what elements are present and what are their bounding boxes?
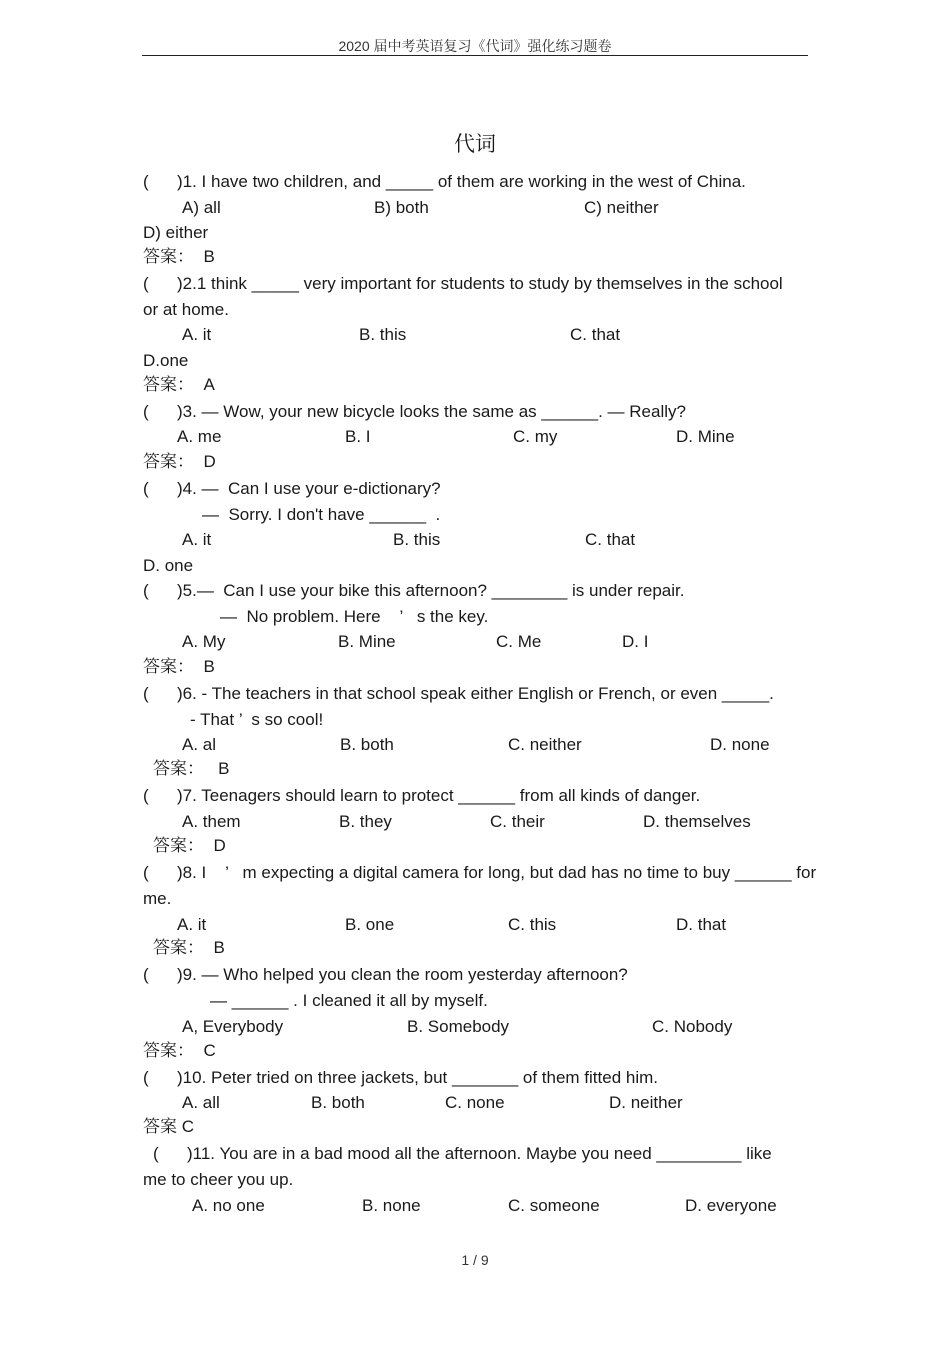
q6-option-c: C. neither xyxy=(508,735,582,754)
q3-option-b: B. I xyxy=(345,427,371,446)
q2-stem: ( )2.1 think _____ very important for students to study by themselves in the school xyxy=(143,274,783,293)
q11-stem: ( )11. You are in a bad mood all the afternoon. Maybe you need _________ like xyxy=(153,1144,772,1163)
q3-option-d: D. Mine xyxy=(676,427,735,446)
q5-option-b: B. Mine xyxy=(338,632,396,651)
q4-option-c: C. that xyxy=(585,530,636,549)
q3-stem: ( )3. — Wow, your new bicycle looks the same as ______. — Really? xyxy=(143,402,686,421)
q4-option-d: D. one xyxy=(143,556,194,575)
q6-option-a: A. al xyxy=(182,735,217,754)
q2-stem-cont: or at home. xyxy=(143,300,229,319)
page-header: 2020 届中考英语复习《代词》强化练习题卷 xyxy=(338,38,612,54)
q5-option-a: A. My xyxy=(182,632,226,651)
q3-option-a: A. me xyxy=(177,427,222,446)
q4-stem: ( )4. — Can I use your e-dictionary? xyxy=(143,479,441,498)
q10-option-b: B. both xyxy=(311,1093,365,1112)
q2-answer: 答案： A xyxy=(143,375,215,394)
q4-stem-reply: — Sorry. I don't have ______ . xyxy=(202,505,441,524)
q8-stem-cont: me. xyxy=(143,889,172,908)
q9-option-b: B. Somebody xyxy=(407,1017,510,1036)
q6-option-b: B. both xyxy=(340,735,394,754)
q1-option-a: A) all xyxy=(182,198,221,217)
q8-option-b: B. one xyxy=(345,915,395,934)
q2-option-d: D.one xyxy=(143,351,189,370)
q8-answer: 答案： B xyxy=(153,938,225,957)
page-number: 1 / 9 xyxy=(461,1252,489,1268)
q7-option-c: C. their xyxy=(490,812,545,831)
q3-answer: 答案： D xyxy=(143,452,216,471)
q4-option-a: A. it xyxy=(182,530,212,549)
q2-option-c: C. that xyxy=(570,325,621,344)
q9-answer: 答案： C xyxy=(143,1041,216,1060)
q6-option-d: D. none xyxy=(710,735,770,754)
q7-answer: 答案： D xyxy=(153,836,226,855)
q7-option-b: B. they xyxy=(339,812,392,831)
q7-option-d: D. themselves xyxy=(643,812,751,831)
q1-answer: 答案： B xyxy=(143,247,215,266)
q8-option-c: C. this xyxy=(508,915,557,934)
q9-option-a: A, Everybody xyxy=(182,1017,284,1036)
q10-option-c: C. none xyxy=(445,1093,505,1112)
q8-option-d: D. that xyxy=(676,915,727,934)
q10-stem: ( )10. Peter tried on three jackets, but _______ of them fitted him. xyxy=(143,1068,658,1087)
q9-stem: ( )9. — Who helped you clean the room yesterday afternoon? xyxy=(143,965,628,984)
q2-option-a: A. it xyxy=(182,325,212,344)
q4-option-b: B. this xyxy=(393,530,441,549)
q5-stem-reply: — No problem. Here ’ s the key. xyxy=(220,607,489,626)
q7-option-a: A. them xyxy=(182,812,241,831)
q7-stem: ( )7. Teenagers should learn to protect ______ from all kinds of danger. xyxy=(143,786,701,805)
q11-option-c: C. someone xyxy=(508,1196,600,1215)
q11-option-a: A. no one xyxy=(192,1196,265,1215)
q9-option-c: C. Nobody xyxy=(652,1017,733,1036)
page-title: 代词 xyxy=(454,133,496,156)
q1-option-b: B) both xyxy=(374,198,429,217)
q8-stem: ( )8. I ’ m expecting a digital camera for long, but dad has no time to buy ______ for xyxy=(143,863,817,882)
q6-stem: ( )6. - The teachers in that school speak either English or French, or even _____. xyxy=(143,684,774,703)
header-rule xyxy=(142,55,808,56)
q6-answer: 答案： B xyxy=(153,759,230,778)
q5-option-c: C. Me xyxy=(496,632,542,651)
q1-option-d: D) either xyxy=(143,223,209,242)
q2-option-b: B. this xyxy=(359,325,407,344)
q5-answer: 答案： B xyxy=(143,657,215,676)
q3-option-c: C. my xyxy=(513,427,558,446)
q10-option-a: A. all xyxy=(182,1093,220,1112)
q10-option-d: D. neither xyxy=(609,1093,683,1112)
q10-answer: 答案 C xyxy=(143,1117,194,1136)
q8-option-a: A. it xyxy=(177,915,207,934)
q9-stem-reply: — ______ . I cleaned it all by myself. xyxy=(210,991,488,1010)
q11-stem-cont: me to cheer you up. xyxy=(143,1170,294,1189)
q1-stem: ( )1. I have two children, and _____ of them are working in the west of China. xyxy=(143,172,746,191)
q6-stem-reply: - That ’ s so cool! xyxy=(190,710,324,729)
q11-option-b: B. none xyxy=(362,1196,421,1215)
q11-option-d: D. everyone xyxy=(685,1196,777,1215)
q1-option-c: C) neither xyxy=(584,198,659,217)
q5-stem: ( )5.— Can I use your bike this afternoon? ________ is under repair. xyxy=(143,581,685,600)
q5-option-d: D. I xyxy=(622,632,649,651)
